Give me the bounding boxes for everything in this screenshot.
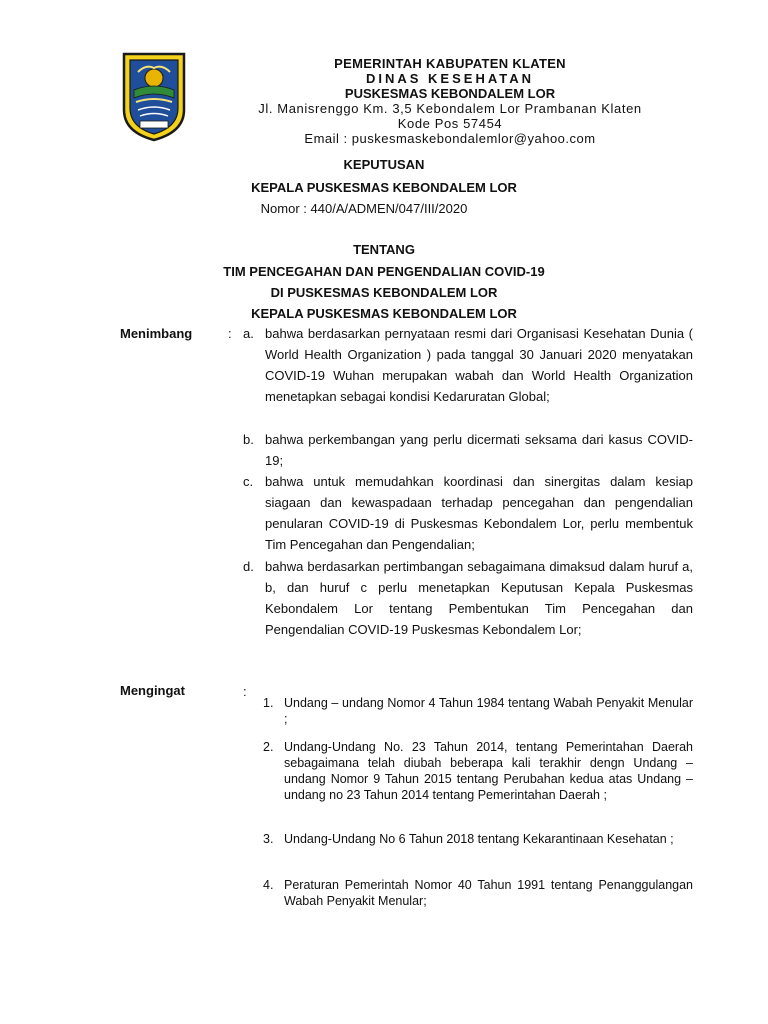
menimbang-item-text: bahwa perkembangan yang perlu dicermati seksama dari kasus COVID-19; — [265, 432, 693, 468]
menimbang-item-letter: d. — [243, 559, 254, 574]
decree-issuer: KEPALA PUSKESMAS KEBONDALEM LOR — [251, 180, 517, 195]
letterhead-address: Jl. Manisrenggo Km. 3,5 Kebondalem Lor Prambanan Klaten — [258, 101, 642, 116]
tentang-heading: TENTANG — [353, 242, 415, 257]
decree-number: Nomor : 440/A/ADMEN/047/III/2020 — [260, 201, 468, 216]
letterhead-department: DINAS KESEHATAN — [365, 71, 535, 86]
subject-line-1: TIM PENCEGAHAN DAN PENGENDALIAN COVID-19 — [223, 264, 545, 279]
letterhead-postcode: Kode Pos 57454 — [397, 116, 503, 131]
letterhead-government: PEMERINTAH KABUPATEN KLATEN — [334, 56, 566, 71]
letterhead-email: Email : puskesmaskebondalemlor@yahoo.com — [304, 131, 596, 146]
mengingat-item-number: 2. — [263, 740, 274, 754]
klaten-regency-emblem-icon — [120, 50, 188, 142]
mengingat-item-text: Undang – undang Nomor 4 Tahun 1984 tentang Wabah Penyakit Menular ; — [284, 696, 693, 726]
menimbang-item-text: bahwa berdasarkan pernyataan resmi dari Organisasi Kesehatan Dunia ( World Health Organization ) pada tanggal 30 Januari 2020 menyatakan COVID-19 Wuhan merupakan wabah dan World Health Organization menetapkan sebagai kondisi Kedaruratan Global; — [265, 326, 693, 404]
decree-heading: KEPUTUSAN — [343, 157, 425, 172]
menimbang-item-letter: b. — [243, 432, 254, 447]
mengingat-colon: : — [243, 684, 247, 699]
letterhead-puskesmas: PUSKESMAS KEBONDALEM LOR — [344, 86, 556, 101]
menimbang-item-text: bahwa untuk memudahkan koordinasi dan sinergitas dalam kesiap siagaan dan kewaspadaan terhadap pencegahan dan pengendalian penularan COVID-19 di Puskesmas Kebondalem Lor, perlu membentuk Tim Pencegahan dan Pengendalian; — [265, 474, 693, 552]
menimbang-item-letter: c. — [243, 474, 254, 489]
menimbang-item-text: bahwa berdasarkan pertimbangan sebagaimana dimaksud dalam huruf a, b, dan huruf c perlu menetapkan Keputusan Kepala Puskesmas Kebondalem Lor tentang Pembentukan Tim Pencegahan dan Pengendalian COVID-19 Puskesmas Kebondalem Lor; — [265, 559, 693, 637]
mengingat-item-text: Undang-Undang No. 23 Tahun 2014, tentang Pemerintahan Daerah sebagaimana telah diubah beberapa kali terakhir dengn Undang – undang Nomor 9 Tahun 2015 tentang Perubahan kedua atas Undang – undang no 23 Tahun 2014 tentang Pemerintahan Daerah ; — [284, 740, 693, 802]
mengingat-item-number: 3. — [263, 832, 274, 846]
menimbang-colon: : — [228, 326, 232, 341]
subject-line-3: KEPALA PUSKESMAS KEBONDALEM LOR — [251, 306, 517, 321]
menimbang-label: Menimbang — [120, 326, 193, 341]
mengingat-label: Mengingat — [120, 683, 185, 698]
letterhead — [220, 56, 680, 146]
mengingat-item-number: 4. — [263, 878, 274, 892]
subject-line-2: DI PUSKESMAS KEBONDALEM LOR — [270, 285, 498, 300]
mengingat-item-text: Peraturan Pemerintah Nomor 40 Tahun 1991 tentang Penanggulangan Wabah Penyakit Menular; — [284, 878, 693, 908]
mengingat-item-number: 1. — [263, 696, 274, 710]
mengingat-item-text: Undang-Undang No 6 Tahun 2018 tentang Kekarantinaan Kesehatan ; — [284, 832, 674, 846]
menimbang-item-letter: a. — [243, 326, 254, 341]
